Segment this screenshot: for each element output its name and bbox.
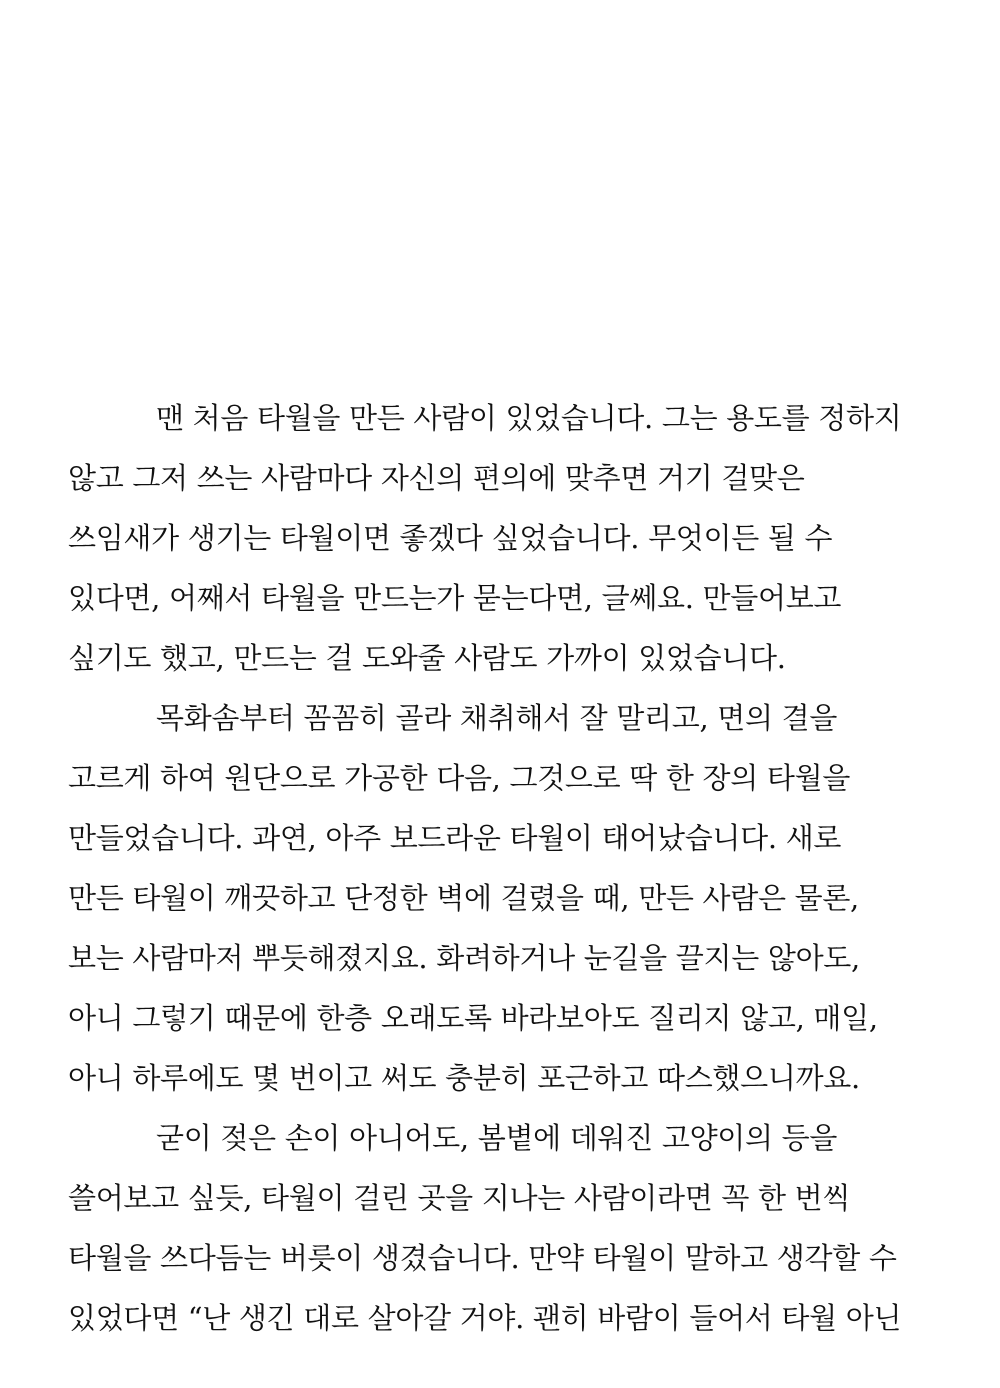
paragraph-1: [68, 388, 983, 688]
text-line: 쓸어보고 싶듯, 타월이 걸린 곳을 지나는 사람이라면 꼭 한 번씩: [68, 1181, 851, 1215]
paragraph-2: [68, 688, 983, 1108]
text-line: 아니 하루에도 몇 번이고 써도 충분히 포근하고 따스했으니까요.: [68, 1061, 860, 1095]
text-line: 고르게 하여 원단으로 가공한 다음, 그것으로 딱 한 장의 타월을: [68, 761, 851, 795]
text-line: 만들었습니다. 과연, 아주 보드라운 타월이 태어났습니다. 새로: [68, 821, 842, 855]
text-line: 싶기도 했고, 만드는 걸 도와줄 사람도 가까이 있었습니다.: [68, 641, 786, 675]
text-line: 맨 처음 타월을 만든 사람이 있었습니다. 그는 용도를 정하지: [156, 401, 902, 435]
text-line: 만든 타월이 깨끗하고 단정한 벽에 걸렸을 때, 만든 사람은 물론,: [68, 881, 859, 915]
text-line: 않고 그저 쓰는 사람마다 자신의 편의에 맞추면 거기 걸맞은: [68, 461, 805, 495]
text-line: 아니 그렇기 때문에 한층 오래도록 바라보아도 질리지 않고, 매일,: [68, 1001, 878, 1035]
text-line: 있었다면 “난 생긴 대로 살아갈 거야. 괜히 바람이 들어서 타월 아닌: [68, 1301, 902, 1335]
body-text: [68, 388, 983, 1348]
text-line: 보는 사람마저 뿌듯해졌지요. 화려하거나 눈길을 끌지는 않아도,: [68, 941, 860, 975]
text-line: 타월을 쓰다듬는 버릇이 생겼습니다. 만약 타월이 말하고 생각할 수: [68, 1241, 897, 1275]
text-line: 목화솜부터 꼼꼼히 골라 채취해서 잘 말리고, 면의 결을: [156, 701, 838, 735]
text-line: 쓰임새가 생기는 타월이면 좋겠다 싶었습니다. 무엇이든 될 수: [68, 521, 833, 555]
paragraph-3: [68, 1108, 983, 1348]
text-line: 굳이 젖은 손이 아니어도, 봄볕에 데워진 고양이의 등을: [156, 1121, 838, 1155]
text-line: 있다면, 어째서 타월을 만드는가 묻는다면, 글쎄요. 만들어보고: [68, 581, 842, 615]
